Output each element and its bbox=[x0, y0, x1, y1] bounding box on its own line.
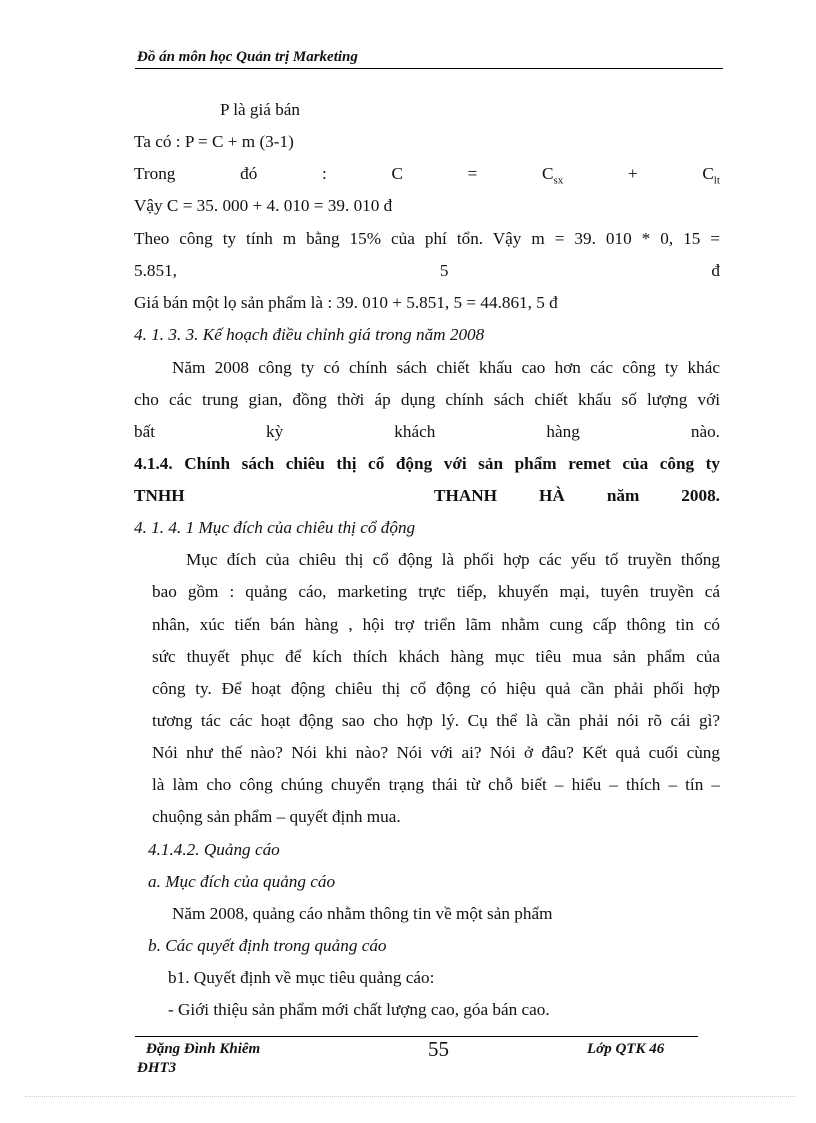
section-heading: 4. 1. 3. 3. Kế hoạch điều chỉnh giá trong năm 2008 bbox=[134, 325, 485, 344]
word: : bbox=[321, 164, 327, 183]
production-cost-symbol: $C_{sx}$ bbox=[541, 164, 564, 187]
footer-rule bbox=[135, 1036, 698, 1037]
text-line: Theo công ty tính m bằng 15% của phí tổn. Vậy m = 39. 010 * 0, 15 = bbox=[134, 229, 720, 248]
paragraph-line: Nói như thế nào? Nói khi nào? Nói với ai? Nói ở đâu? Kết quả cuối cùng bbox=[152, 743, 720, 762]
word: 5 bbox=[439, 261, 449, 280]
paragraph-line: nhân, xúc tiến bán hàng , hội trợ triển lãm nhằm cung cấp thông tin có bbox=[152, 615, 720, 634]
footer-class-label: Lớp QTK 46 bbox=[587, 1041, 665, 1057]
subsection-heading: b. Các quyết định trong quảng cáo bbox=[148, 936, 387, 955]
paragraph-line: bao gồm : quảng cáo, marketing trực tiếp, khuyến mại, tuyên truyền cá bbox=[152, 582, 720, 601]
formula-definition-line bbox=[134, 164, 720, 190]
page-number: 55 bbox=[428, 1037, 449, 1061]
word: nào. bbox=[690, 422, 720, 441]
word: HÀ bbox=[539, 486, 565, 505]
text-line bbox=[134, 261, 720, 281]
header-rule bbox=[135, 68, 723, 69]
word: 5.851, bbox=[134, 261, 177, 280]
paragraph-line: tương tác các hoạt động sao cho hợp lý. Cụ thể là cần phải nói rõ cái gì? bbox=[152, 711, 720, 730]
subsection-heading: 4.1.4.2. Quảng cáo bbox=[148, 840, 280, 859]
word: hàng bbox=[546, 422, 580, 441]
circulation-cost-symbol: $C_{lt}$ bbox=[702, 164, 720, 187]
word: = bbox=[467, 164, 478, 183]
footer-author: Đặng Đình Khiêm bbox=[146, 1041, 261, 1057]
text-line: Vậy C = 35. 000 + 4. 010 = 39. 010 đ bbox=[134, 196, 393, 215]
word: năm bbox=[606, 486, 640, 505]
paragraph-line: Năm 2008, quảng cáo nhằm thông tin về một sản phẩm bbox=[172, 904, 553, 923]
section-heading: 4.1.4. Chính sách chiêu thị cổ động với sản phẩm remet của công ty bbox=[134, 454, 720, 473]
paragraph-line: công ty. Để hoạt động chiêu thị cổ động có hiệu quả cần phải phối hợp bbox=[152, 679, 720, 698]
word: THANH bbox=[434, 486, 498, 505]
paragraph-line: là làm cho công chúng chuyển trạng thái từ chỗ biết – hiểu – thích – tín – bbox=[152, 775, 720, 794]
word: đ bbox=[711, 261, 720, 280]
subsection-heading: a. Mục đích của quảng cáo bbox=[148, 872, 336, 891]
page-bottom-border bbox=[25, 1096, 795, 1097]
word: + bbox=[627, 164, 638, 183]
paragraph-line bbox=[134, 422, 720, 442]
subsection-heading: 4. 1. 4. 1 Mục đích của chiêu thị cổ động bbox=[134, 518, 416, 537]
footer-class-code: ĐHT3 bbox=[137, 1060, 177, 1076]
paragraph-line: Mục đích của chiêu thị cổ động là phối hợp các yếu tố truyền thống bbox=[186, 550, 720, 569]
word: Trong bbox=[134, 164, 176, 183]
text-line: P là giá bán bbox=[220, 100, 301, 119]
word: kỳ bbox=[266, 422, 284, 441]
paragraph-line: - Giới thiệu sản phẩm mới chất lượng cao, góa bán cao. bbox=[168, 1000, 550, 1019]
word: đó bbox=[240, 164, 258, 183]
word: khách bbox=[394, 422, 436, 441]
word: bất bbox=[134, 422, 155, 441]
paragraph-line: sức thuyết phục để kích thích khách hàng mục tiêu mua sản phẩm của bbox=[152, 647, 720, 666]
formula-line: Ta có : P = C + m (3-1) bbox=[134, 132, 294, 151]
word: 2008. bbox=[681, 486, 720, 505]
word: C bbox=[391, 164, 403, 183]
word: TNHH bbox=[134, 486, 185, 505]
paragraph-line: Năm 2008 công ty có chính sách chiết khấu cao hơn các công ty khác bbox=[172, 358, 720, 377]
paragraph-line: chuộng sản phẩm – quyết định mua. bbox=[152, 807, 401, 826]
running-header: Đồ án môn học Quản trị Marketing bbox=[137, 49, 358, 65]
paragraph-line: cho các trung gian, đồng thời áp dụng chính sách chiết khấu số lượng với bbox=[134, 390, 720, 409]
text-line: Giá bán một lọ sản phẩm là : 39. 010 + 5.851, 5 = 44.861, 5 đ bbox=[134, 293, 558, 312]
paragraph-line: b1. Quyết định về mục tiêu quảng cáo: bbox=[168, 968, 435, 987]
section-heading-continued bbox=[134, 486, 720, 506]
